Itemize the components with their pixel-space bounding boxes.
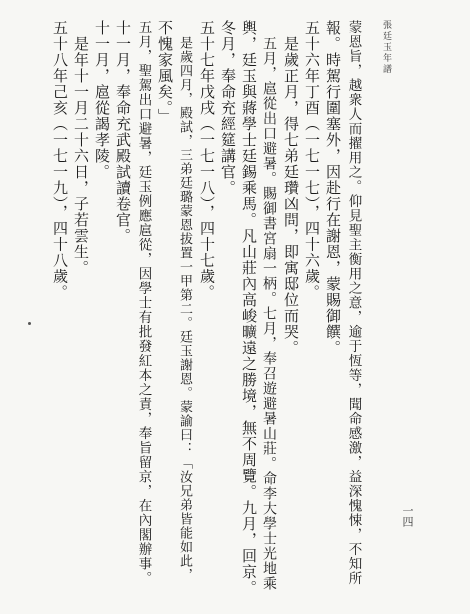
running-header: 張廷玉年譜 bbox=[381, 20, 391, 75]
text-column-1: 蒙恩旨，越衆人而擢用之。仰見聖主衡用之意，逾于恆等，聞命感激，益深愧悚，不知所 bbox=[345, 20, 362, 586]
text-column-7: 冬月，奉命充經筵講官。 bbox=[219, 20, 237, 196]
text-column-11: 五月，聖駕出口避暑，廷玉例應扈從，因學士有批發紅本之責，奉旨留京，在內閣辦事。 bbox=[135, 20, 152, 586]
text-column-15: 五十八年己亥（一七一九），四十八歲。 bbox=[51, 20, 69, 301]
text-column-3: 五十六年丁酉（一七一七），四十六歲。 bbox=[303, 20, 321, 301]
text-column-4: 是歲正月，得七弟廷瓚凶問，即寓邸位而哭。 bbox=[282, 36, 300, 356]
text-column-9: 是歲四月，殿試，三弟廷璐蒙恩拔置一甲第二。廷玉謝恩。蒙諭曰：「汝兄弟皆能如此， bbox=[177, 36, 192, 582]
text-column-13: 十一月，扈從謁孝陵。 bbox=[93, 20, 111, 180]
scan-speck bbox=[28, 322, 31, 325]
text-column-2: 報。時駕行圍塞外，因赴行在謝恩，蒙賜御饌。 bbox=[324, 20, 342, 356]
page-number: 一四 bbox=[401, 505, 414, 527]
text-column-5: 五月，扈從出口避暑。賜御書宮扇一柄。七月，奉召遊避暑山莊。命李大學士光地乘 bbox=[261, 36, 277, 591]
text-column-14: 是年十一月二十六日，子若雲生。 bbox=[72, 36, 90, 276]
text-column-6: 輿，廷玉與蔣學士廷錫乘馬。凡山莊內高峻曠遠之勝境，無不周覽。九月，回京。 bbox=[240, 20, 258, 596]
text-column-12: 十一月，奉命充武殿試讀卷官。 bbox=[114, 20, 132, 244]
text-column-8: 五十七年戊戌（一七一八），四十七歲。 bbox=[198, 20, 216, 301]
text-column-10: 不愧家風矣。」 bbox=[156, 20, 174, 125]
